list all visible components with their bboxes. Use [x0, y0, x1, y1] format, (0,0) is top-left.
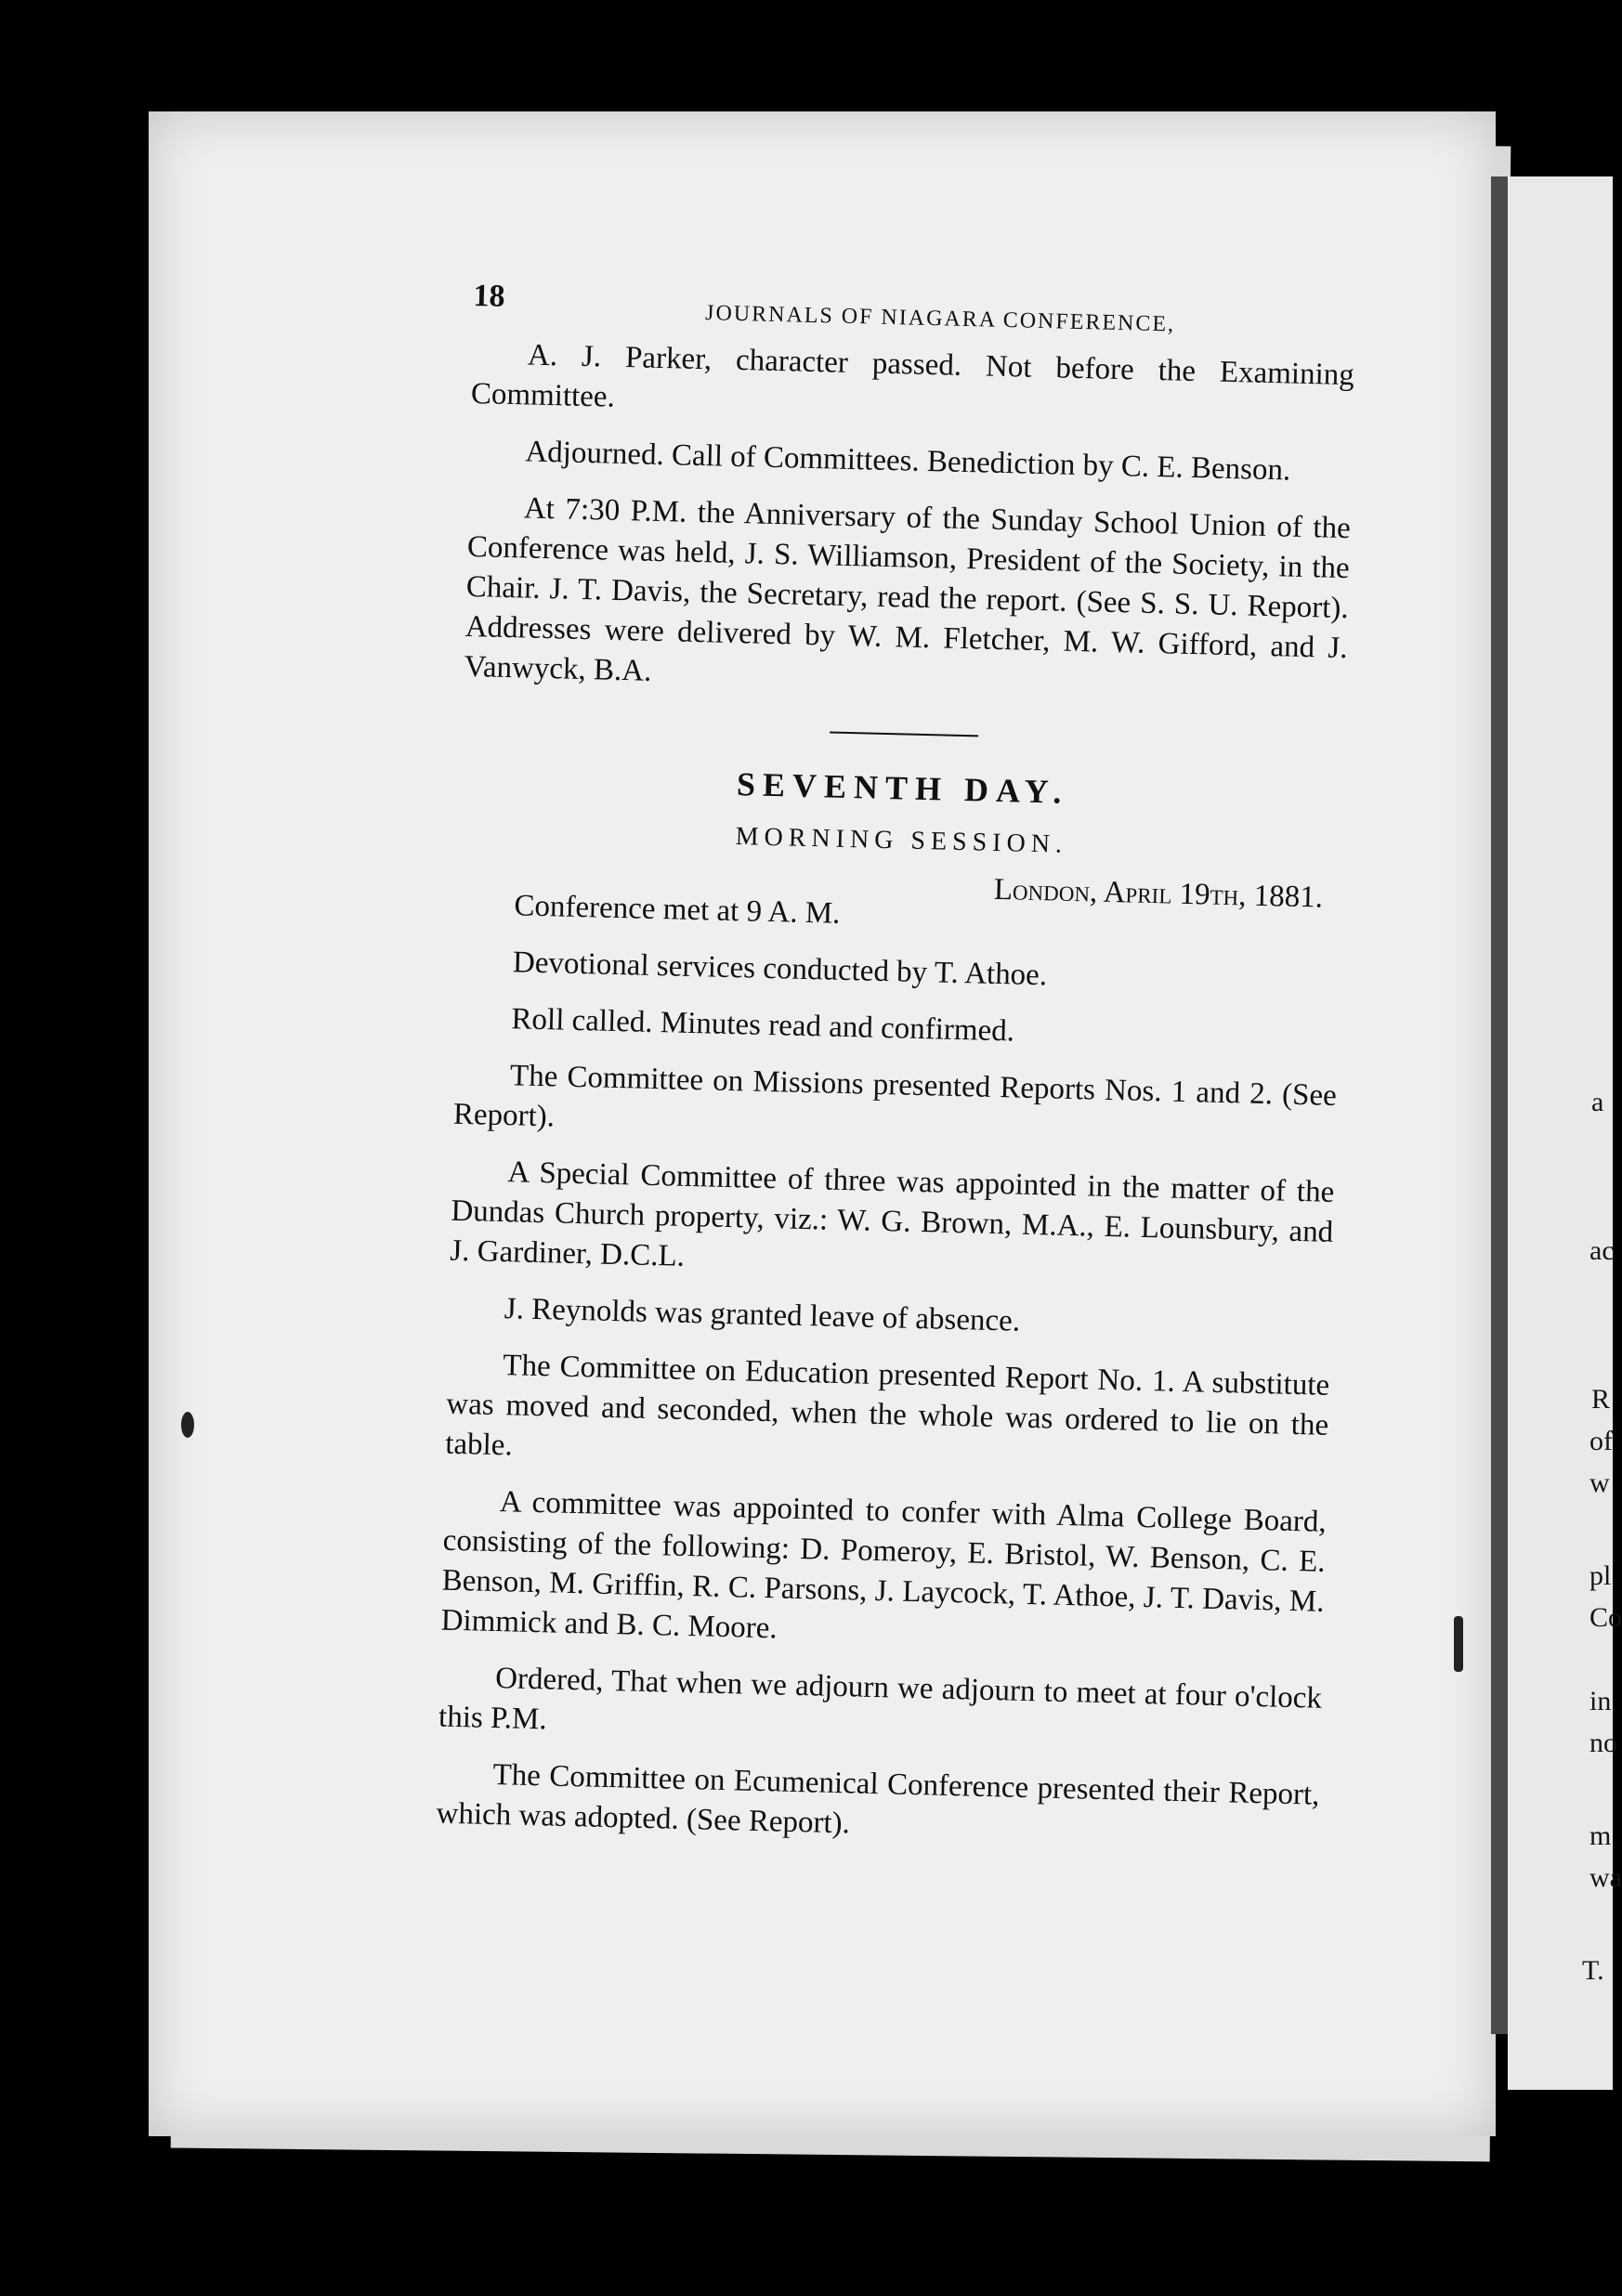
facing-fragment: no	[1589, 1728, 1617, 1758]
page-gutter	[1491, 176, 1508, 2034]
facing-fragment: wa	[1589, 1862, 1622, 1893]
minute-entry: Ordered, That when we adjourn we adjourn to meet at four o'clock this P.M.	[438, 1662, 1323, 1737]
minute-entry: The Committee on Education presented Report No. 1. A substitute was moved and seconded, when the whole was ordered to lie on the table.	[444, 1349, 1330, 1463]
minute-entry: J. Reynolds was granted leave of absence.	[504, 1292, 1021, 1338]
facing-fragment: a	[1591, 1087, 1604, 1117]
session-heading: MORNING SESSION.	[735, 822, 1068, 859]
minute-entry: A committee was appointed to confer with Alma College Board, consisting of the following: D. Pomeroy, E. Bristol, W. Benson, C. E. Benson, M. Griffin, R. C. Parsons, J. Laycock, T. Athoe, J. T. Davis, M. Dimmick and B. C. Moore.	[440, 1485, 1328, 1646]
running-head: JOURNALS OF NIAGARA CONFERENCE,	[704, 301, 1176, 337]
facing-fragment: T.	[1582, 1955, 1604, 1986]
ink-speck	[181, 1412, 194, 1438]
section-divider	[830, 732, 978, 737]
minute-entry: Conference met at 9 A. M.	[514, 889, 841, 931]
minute-entry: Devotional services conducted by T. Athoe.	[512, 946, 1048, 993]
page-number: 18	[473, 279, 505, 314]
minute-entry: The Committee on Ecumenical Conference presented their Report, which was adopted. (See Report).	[436, 1757, 1320, 1841]
facing-fragment: pl	[1589, 1560, 1612, 1591]
facing-fragment: m	[1589, 1820, 1612, 1851]
facing-page-strip	[1508, 176, 1622, 2090]
paragraph: Adjourned. Call of Committees. Benediction by C. E. Benson.	[525, 435, 1291, 488]
day-heading: SEVENTH DAY.	[736, 765, 1069, 811]
paragraph: At 7:30 P.M. the Anniversary of the Sunday School Union of the Conference was held, J. S. Williamson, President of the Society, in the Chair. J. T. Davis, the Secretary, read the report. (See S. S. U. Report). Addresses were delivered by W. M. Fletcher, M. W. Gifford, and J. Vanwyck, B.A.	[464, 491, 1352, 688]
facing-fragment: ac	[1589, 1235, 1615, 1266]
facing-fragment: R	[1591, 1384, 1611, 1415]
minute-entry: The Committee on Missions presented Reports Nos. 1 and 2. (See Report).	[452, 1059, 1338, 1134]
paragraph: A. J. Parker, character passed. Not before the Examining Committee.	[470, 338, 1355, 414]
place-date-line: London, April 19th, 1881.	[993, 872, 1324, 915]
facing-fragment: Co	[1589, 1602, 1622, 1633]
page-shadow-mark	[1454, 1616, 1463, 1672]
minute-entry: A Special Committee of three was appointed in the matter of the Dundas Church property, viz.: W. G. Brown, M.A., E. Lounsbury, and J. Gardiner, D.C.L.	[449, 1155, 1335, 1273]
page-content	[436, 279, 1356, 1872]
minute-entry: Roll called. Minutes read and confirmed.	[511, 1002, 1015, 1049]
facing-fragment: w	[1589, 1468, 1610, 1498]
facing-fragment: of	[1589, 1426, 1613, 1456]
facing-fragment: in	[1589, 1686, 1612, 1716]
